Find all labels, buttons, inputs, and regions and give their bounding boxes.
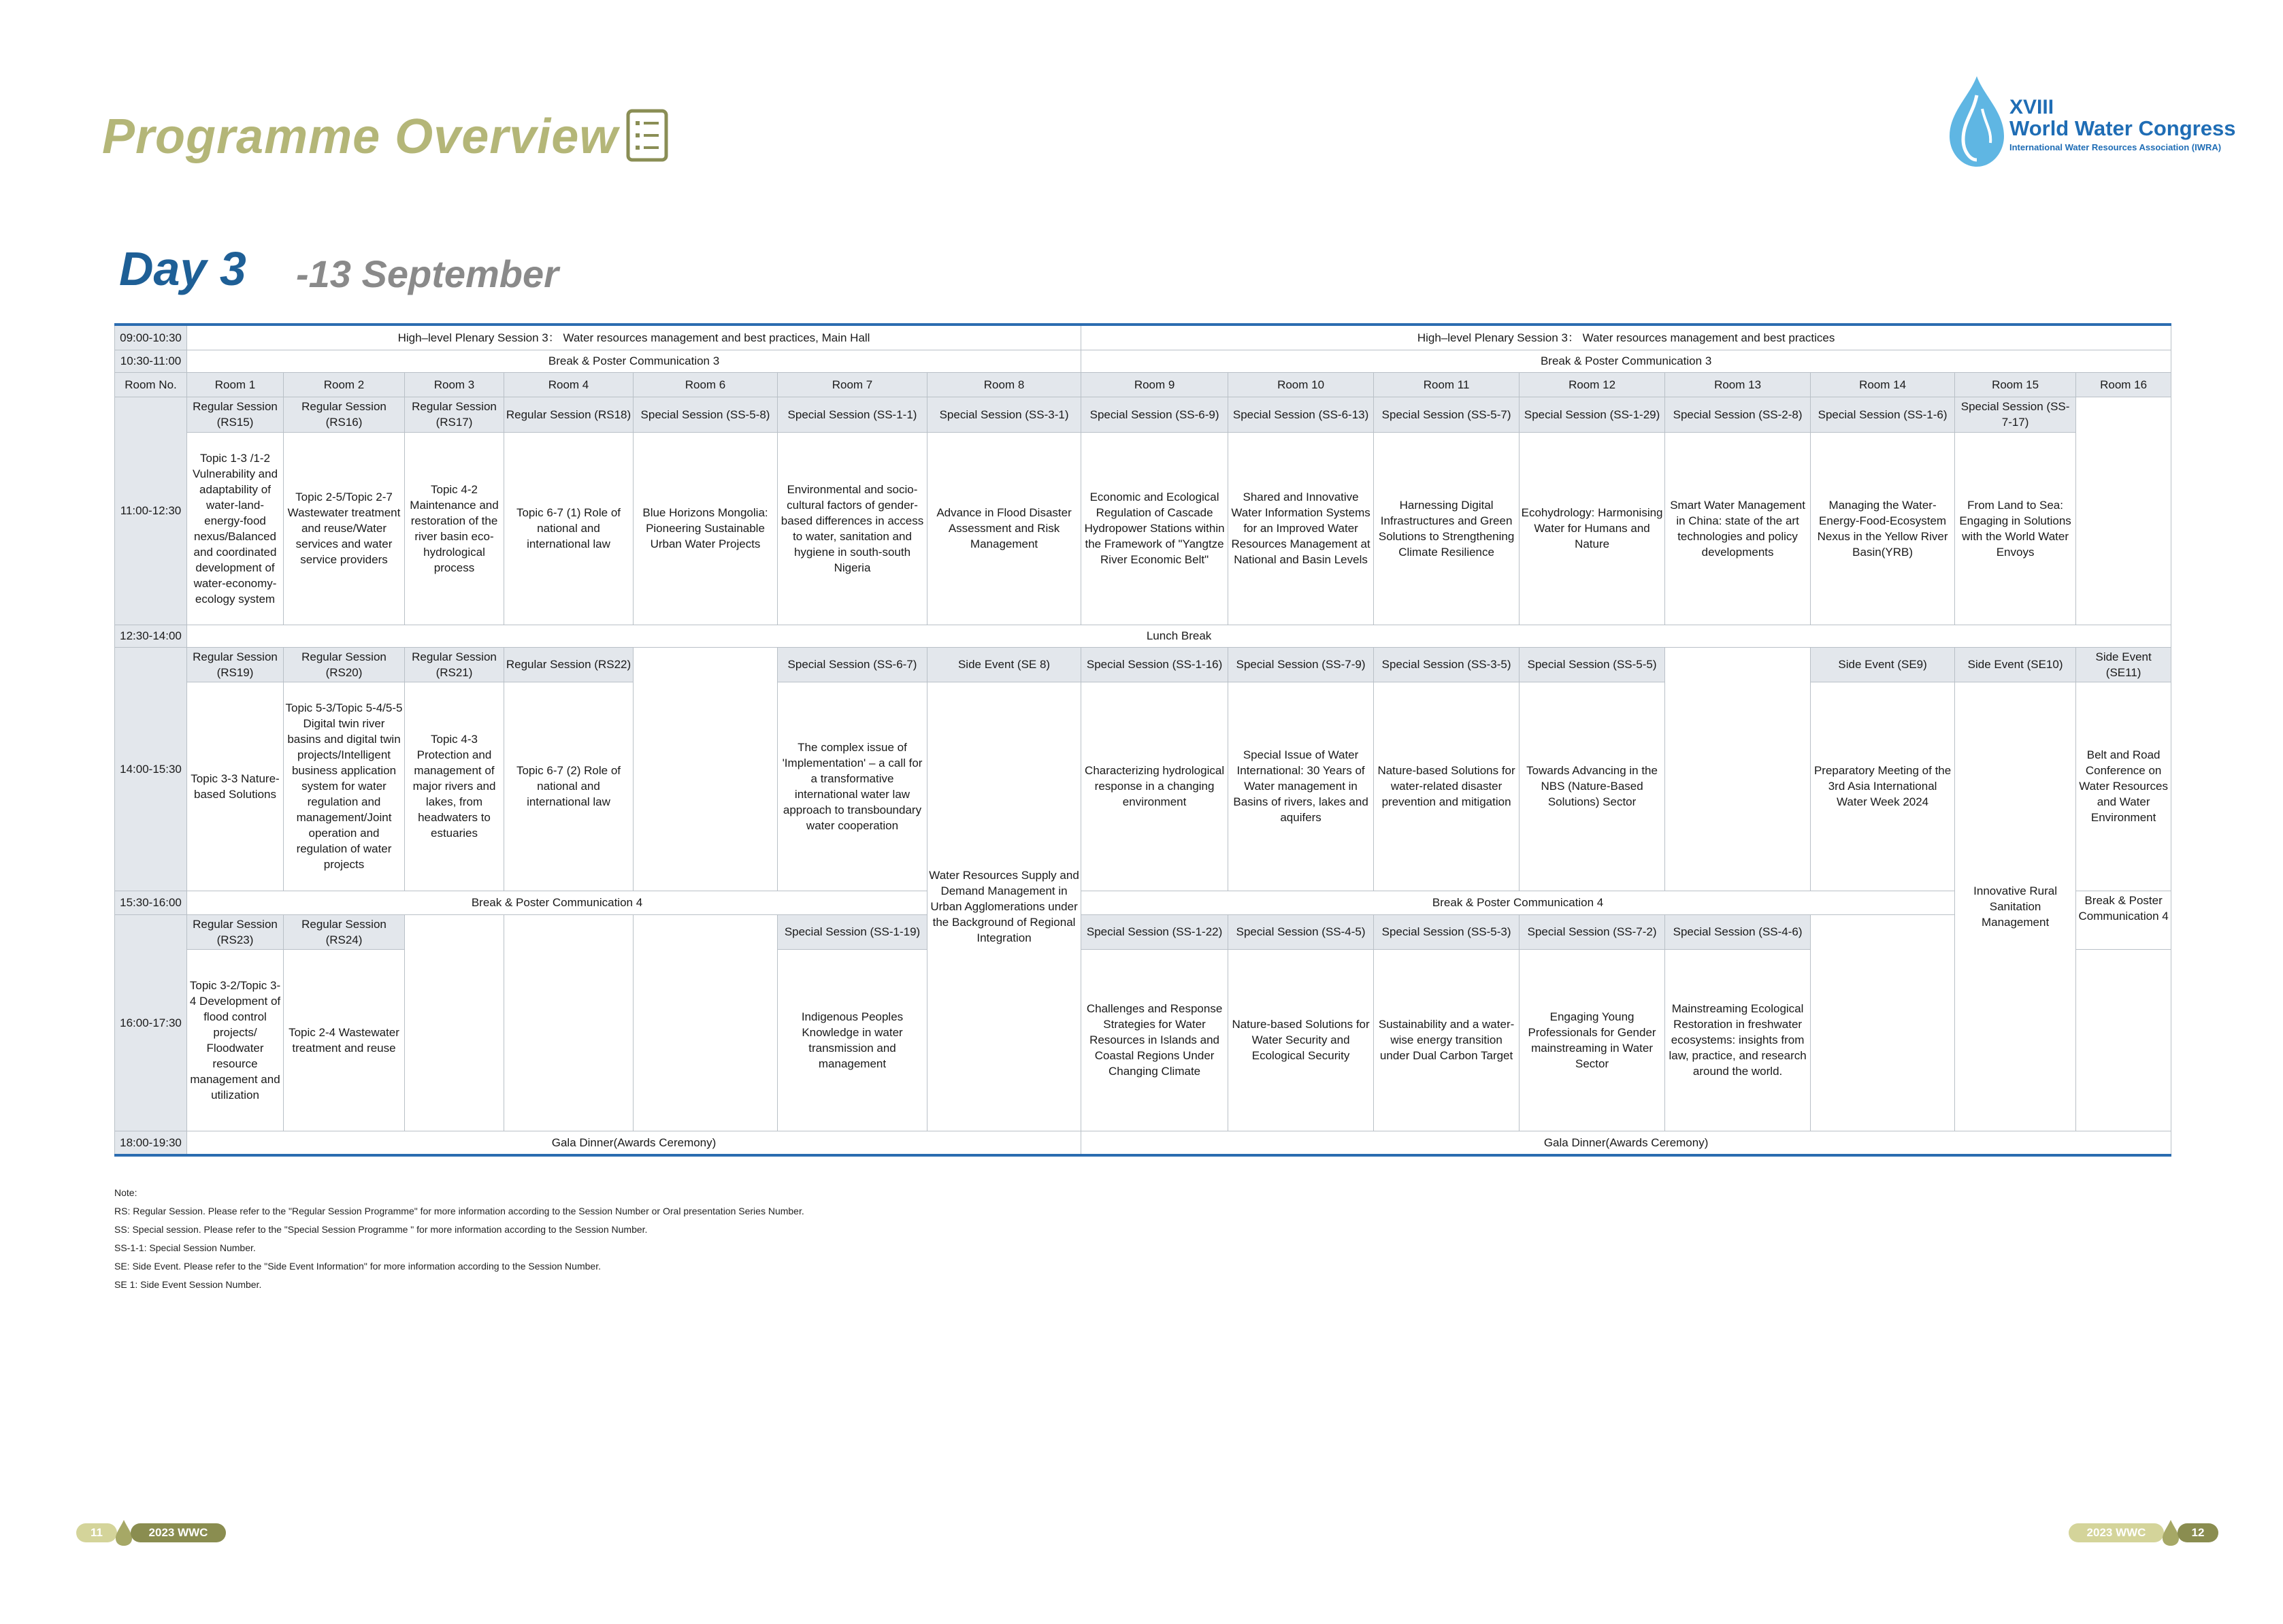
room-header: Room 9 — [1081, 372, 1228, 397]
session-code: Side Event (SE 8) — [927, 647, 1081, 682]
session-topic: Indigenous Peoples Knowledge in water transmission and management — [778, 949, 927, 1131]
page-number-left: 11 — [76, 1523, 117, 1542]
session-topic: Topic 6-7 (2) Role of national and international law — [504, 682, 634, 891]
note-line: SS-1-1: Special Session Number. — [114, 1242, 256, 1253]
session-code: Regular Session (RS21) — [405, 647, 504, 682]
empty-cell — [1665, 647, 1811, 891]
session-code: Special Session (SS-1-19) — [778, 914, 927, 949]
plenary-cell-left: High–level Plenary Session 3： Water resources management and best practices, Main Hall — [187, 325, 1081, 350]
session-code: Special Session (SS-4-5) — [1228, 914, 1374, 949]
session-topic: From Land to Sea: Engaging in Solutions with the World Water Envoys — [1955, 432, 2076, 625]
room-header: Room 13 — [1665, 372, 1811, 397]
session1-topic-row — [115, 432, 2171, 625]
room-header: Room 7 — [778, 372, 927, 397]
session-code: Special Session (SS-7-2) — [1520, 914, 1665, 949]
room-header: Room 1 — [187, 372, 284, 397]
session-topic: Topic 1-3 /1-2 Vulnerability and adaptability of water-land-energy-food nexus/Balanced and coordinated development of water-economy-ecology system — [187, 432, 284, 625]
time-cell: 11:00-12:30 — [115, 397, 187, 625]
time-cell: 12:30-14:00 — [115, 625, 187, 647]
session-topic: Nature-based Solutions for water-related disaster prevention and mitigation — [1374, 682, 1520, 891]
session-topic: Mainstreaming Ecological Restoration in freshwater ecosystems: insights from law, practice, and research around the world. — [1665, 949, 1811, 1131]
session-code: Special Session (SS-5-3) — [1374, 914, 1520, 949]
session-topic: Topic 3-2/Topic 3-4 Development of flood control projects/ Floodwater resource management and utilization — [187, 949, 284, 1131]
day-date: -13 September — [296, 252, 559, 295]
session-code: Side Event (SE10) — [1955, 647, 2076, 682]
room-header: Room 11 — [1374, 372, 1520, 397]
room-no-label: Room No. — [115, 372, 187, 397]
session-topic: Challenges and Response Strategies for Water Resources in Islands and Coastal Regions Under Changing Climate — [1081, 949, 1228, 1131]
notes-block — [114, 1184, 804, 1294]
session-code: Regular Session (RS19) — [187, 647, 284, 682]
gala-cell-right: Gala Dinner(Awards Ceremony) — [1081, 1131, 2171, 1155]
session-code: Special Session (SS-6-7) — [778, 647, 927, 682]
session2-topic-row — [115, 682, 2171, 891]
session-topic: Blue Horizons Mongolia: Pioneering Sustainable Urban Water Projects — [634, 432, 778, 625]
session-topic: Advance in Flood Disaster Assessment and Risk Management — [927, 432, 1081, 625]
note-line: SE: Side Event. Please refer to the "Side Event Information" for more information according to the Session Number. — [114, 1261, 601, 1272]
day-label: Day 3 — [119, 242, 246, 295]
note-line: RS: Regular Session. Please refer to the "Regular Session Programme" for more information according to the Session Number or Oral presentation Series Number. — [114, 1206, 804, 1216]
room-header: Room 14 — [1811, 372, 1955, 397]
note-line: SE 1: Side Event Session Number. — [114, 1279, 262, 1290]
note-line: SS: Special session. Please refer to the "Special Session Programme " for more information according to the Session Number. — [114, 1224, 648, 1235]
empty-cell — [2076, 397, 2171, 625]
session-topic: Characterizing hydrological response in a changing environment — [1081, 682, 1228, 891]
session-topic: Innovative Rural Sanitation Management — [1955, 682, 2076, 1131]
break3-cell-right: Break & Poster Communication 3 — [1081, 350, 2171, 372]
time-cell: 15:30-16:00 — [115, 891, 187, 914]
break3-cell-left: Break & Poster Communication 3 — [187, 350, 1081, 372]
session-topic: Sustainability and a water-wise energy transition under Dual Carbon Target — [1374, 949, 1520, 1131]
time-cell: 10:30-11:00 — [115, 350, 187, 372]
gala-row — [115, 1131, 2171, 1155]
lunch-row — [115, 625, 2171, 647]
break4-cell-left: Break & Poster Communication 4 — [187, 891, 927, 914]
session-code: Special Session (SS-7-9) — [1228, 647, 1374, 682]
logo-roman-numeral: XVIII — [2009, 96, 2054, 118]
session-code: Special Session (SS-1-16) — [1081, 647, 1228, 682]
session-code: Special Session (SS-5-5) — [1520, 647, 1665, 682]
session-topic: Economic and Ecological Regulation of Cascade Hydropower Stations within the Framework of "Yangtze River Economic Belt" — [1081, 432, 1228, 625]
footer-label-right: 2023 WWC — [2069, 1523, 2164, 1542]
session-topic: Water Resources Supply and Demand Management in Urban Agglomerations under the Background of Regional Integration — [927, 682, 1081, 1131]
session-code: Regular Session (RS23) — [187, 914, 284, 949]
programme-table — [114, 323, 2171, 1157]
session-topic: Topic 4-2 Maintenance and restoration of the river basin eco-hydrological process — [405, 432, 504, 625]
session-topic: Topic 3-3 Nature-based Solutions — [187, 682, 284, 891]
session-code: Side Event (SE11) — [2076, 647, 2171, 682]
session-code: Regular Session (RS24) — [284, 914, 405, 949]
gala-cell-left: Gala Dinner(Awards Ceremony) — [187, 1131, 1081, 1155]
room-header: Room 2 — [284, 372, 405, 397]
session-code: Regular Session (RS20) — [284, 647, 405, 682]
session-code: Regular Session (RS15) — [187, 397, 284, 432]
session-code: Special Session (SS-3-5) — [1374, 647, 1520, 682]
session-topic: Nature-based Solutions for Water Security and Ecological Security — [1228, 949, 1374, 1131]
break4-row — [115, 891, 2171, 914]
footer-left — [76, 1519, 233, 1546]
session-code: Special Session (SS-2-8) — [1665, 397, 1811, 432]
session-topic: Environmental and socio-cultural factors of gender-based differences in access to water, sanitation and hygiene in south-south Nigeria — [778, 432, 927, 625]
break4-cell-right: Break & Poster Communication 4 — [1081, 891, 1955, 914]
plenary-row — [115, 325, 2171, 350]
room-header: Room 16 — [2076, 372, 2171, 397]
session-topic: Topic 4-3 Protection and management of major rivers and lakes, from headwaters to estuaries — [405, 682, 504, 891]
session-topic: Ecohydrology: Harmonising Water for Humans and Nature — [1520, 432, 1665, 625]
empty-cell — [405, 914, 504, 1131]
session-topic: Smart Water Management in China: state of the art technologies and policy developments — [1665, 432, 1811, 625]
session-topic: The complex issue of 'Implementation' – a call for a transformative international water law approach to transboundary water cooperation — [778, 682, 927, 891]
session-topic: Preparatory Meeting of the 3rd Asia International Water Week 2024 — [1811, 682, 1955, 891]
session-topic: Towards Advancing in the NBS (Nature-Based Solutions) Sector — [1520, 682, 1665, 891]
time-cell: 16:00-17:30 — [115, 914, 187, 1131]
page-title: Programme Overview — [102, 110, 619, 164]
time-cell: 18:00-19:30 — [115, 1131, 187, 1155]
empty-cell — [504, 914, 634, 1131]
session-topic: Topic 2-4 Wastewater treatment and reuse — [284, 949, 405, 1131]
plenary-cell-right: High–level Plenary Session 3： Water resources management and best practices — [1081, 325, 2171, 350]
note-line: Note: — [114, 1187, 137, 1198]
session-code: Special Session (SS-5-8) — [634, 397, 778, 432]
footer-label-left: 2023 WWC — [131, 1523, 226, 1542]
session-code: Special Session (SS-6-13) — [1228, 397, 1374, 432]
time-cell: 14:00-15:30 — [115, 647, 187, 891]
session-topic: Topic 6-7 (1) Role of national and international law — [504, 432, 634, 625]
logo-name: World Water Congress — [2009, 116, 2236, 140]
time-cell: 09:00-10:30 — [115, 325, 187, 350]
empty-cell — [634, 914, 778, 1131]
session-code: Special Session (SS-5-7) — [1374, 397, 1520, 432]
empty-cell — [2076, 949, 2171, 1131]
session-code: Special Session (SS-6-9) — [1081, 397, 1228, 432]
room-header: Room 6 — [634, 372, 778, 397]
session-topic: Managing the Water-Energy-Food-Ecosystem Nexus in the Yellow River Basin(YRB) — [1811, 432, 1955, 625]
room-header: Room 8 — [927, 372, 1081, 397]
logo-organization: International Water Resources Association (IWRA) — [2009, 142, 2222, 152]
room-header: Room 15 — [1955, 372, 2076, 397]
break3-row — [115, 350, 2171, 372]
session-code: Regular Session (RS16) — [284, 397, 405, 432]
session-code: Special Session (SS-1-22) — [1081, 914, 1228, 949]
lunch-cell: Lunch Break — [187, 625, 2171, 647]
room-header: Room 4 — [504, 372, 634, 397]
session-topic: Engaging Young Professionals for Gender mainstreaming in Water Sector — [1520, 949, 1665, 1131]
page-number-right: 12 — [2178, 1523, 2218, 1542]
session3-header-row — [115, 914, 2171, 949]
session-code: Regular Session (RS22) — [504, 647, 634, 682]
empty-cell — [634, 647, 778, 891]
break4-cell-room16: Break & Poster Communication 4 — [2076, 891, 2171, 949]
session-topic: Harnessing Digital Infrastructures and Green Solutions to Strengthening Climate Resilience — [1374, 432, 1520, 625]
session-code: Regular Session (RS17) — [405, 397, 504, 432]
session-code: Regular Session (RS18) — [504, 397, 634, 432]
session-topic: Shared and Innovative Water Information Systems for an Improved Water Resources Management at National and Basin Levels — [1228, 432, 1374, 625]
room-header: Room 10 — [1228, 372, 1374, 397]
session-code: Special Session (SS-4-6) — [1665, 914, 1811, 949]
footer-right — [2069, 1519, 2225, 1546]
session-code: Special Session (SS-7-17) — [1955, 397, 2076, 432]
document-list-icon — [626, 109, 668, 162]
session-topic: Special Issue of Water International: 30 Years of Water management in Basins of rivers, lakes and aquifers — [1228, 682, 1374, 891]
room-header: Room 12 — [1520, 372, 1665, 397]
session-topic: Topic 2-5/Topic 2-7 Wastewater treatment and reuse/Water services and water service providers — [284, 432, 405, 625]
session-code: Special Session (SS-1-1) — [778, 397, 927, 432]
empty-cell — [1811, 914, 1955, 1131]
rooms-row — [115, 372, 2171, 397]
session-topic: Topic 5-3/Topic 5-4/5-5 Digital twin river basins and digital twin projects/Intelligent business application system for water regulation and management/Joint operation and regulation of water projects — [284, 682, 405, 891]
session-code: Special Session (SS-1-29) — [1520, 397, 1665, 432]
session-code: Special Session (SS-1-6) — [1811, 397, 1955, 432]
session-code: Side Event (SE9) — [1811, 647, 1955, 682]
session-code: Special Session (SS-3-1) — [927, 397, 1081, 432]
room-header: Room 3 — [405, 372, 504, 397]
session2-header-row — [115, 647, 2171, 682]
session-topic: Belt and Road Conference on Water Resources and Water Environment — [2076, 682, 2171, 891]
session1-header-row — [115, 397, 2171, 432]
